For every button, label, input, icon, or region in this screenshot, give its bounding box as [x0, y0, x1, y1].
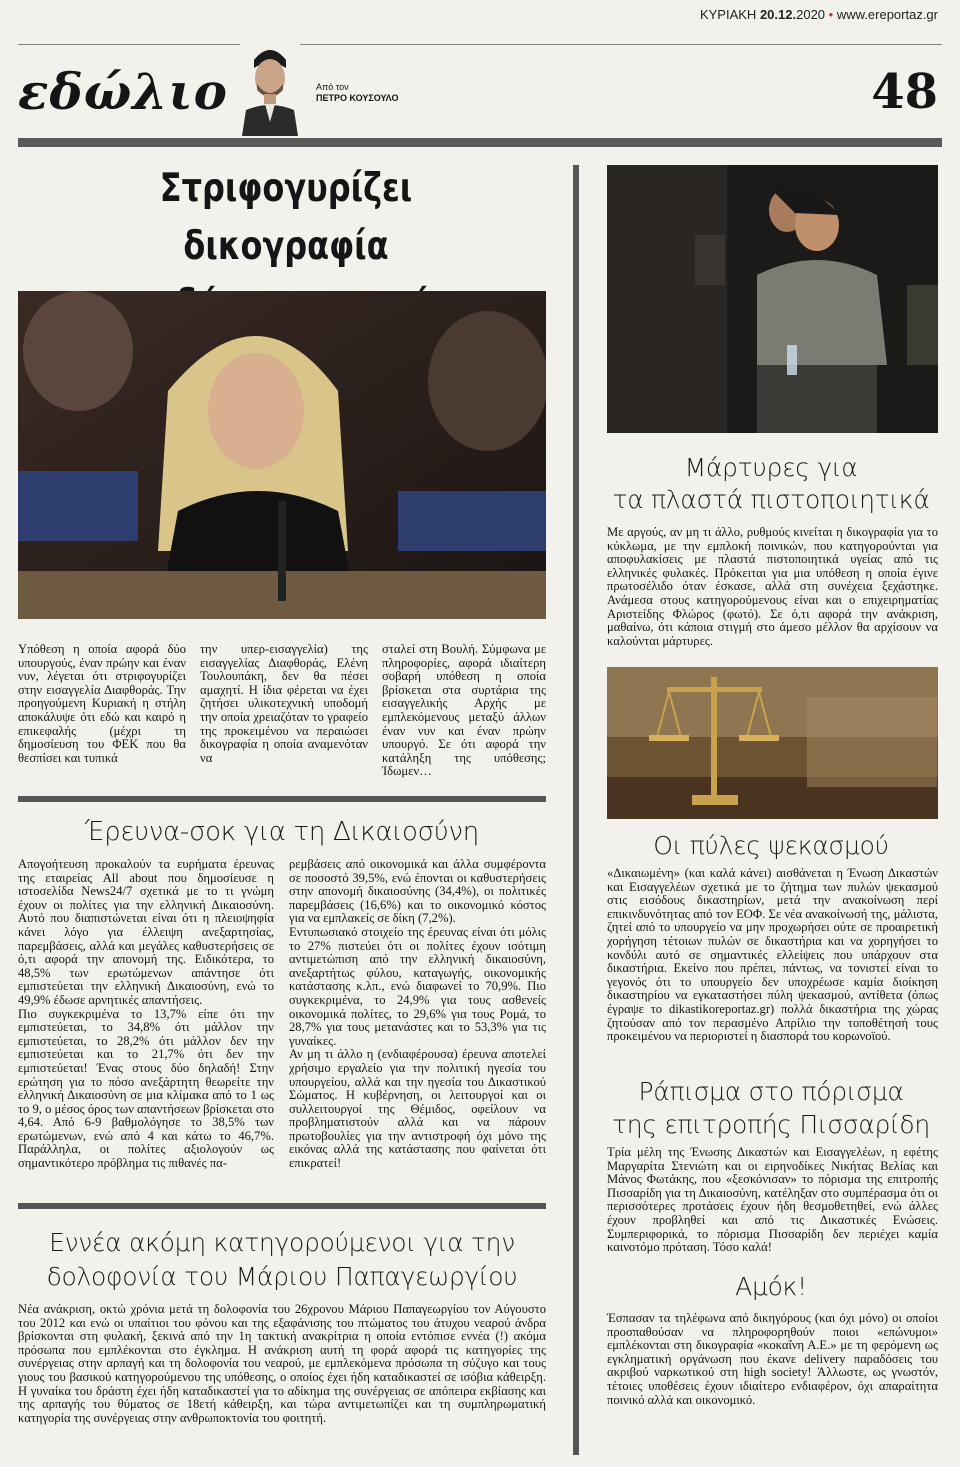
amok-headline: Αμόκ!	[735, 1272, 807, 1301]
survey-col2	[289, 858, 546, 1171]
dateline-day: ΚΥΡΙΑΚΗ	[699, 7, 757, 22]
witnesses-headline	[600, 452, 942, 516]
pissaridis-headline	[600, 1075, 942, 1141]
prosecutor-photo-icon	[18, 291, 546, 619]
top-dateline	[700, 7, 938, 22]
survey-col2-p3: Αν μη τι άλλο η (ενδιαφέρουσα) έρευνα αποτελεί χρήσιμο εργαλείο για την πολιτική ηγεσία του υπουργείου, αλλά και την ηγεσία του Δικαστικού Σώματος. Η κυβέρνηση, οι λειτουργοί και οι συλλειτουργοί της Θέμιδος, οφείλουν να προβληματιστούν αλλά και να πάρουν πρωτοβουλίες για την αντιστροφή όχι μόνο της εικόνας αλλά της κατάστασης που φαίνεται ότι επικρατεί!	[289, 1047, 546, 1171]
spraying-headline: Οι πύλες ψεκασμού	[653, 831, 889, 860]
survey-top-rule	[18, 796, 546, 802]
dateline-year: 2020	[796, 7, 826, 22]
byline-prefix: Από τον	[316, 82, 349, 92]
spraying-body: «Δικαιωμένη» (και καλά κάνει) αισθάνεται η Ένωση Δικαστών και Εισαγγελέων σχετικά με το ζήτημα των πυλών ψεκασμού στις εισόδους δικαστηρίων, μετά την ανακοίνωση περί επικινδυνότητας από τον ΕΟΦ. Σε νέα ανακοίνωσή της, μάλιστα, ζητεί από το υπουργείο να μην προχωρήσει ούτε σε προαιρετική χορήγηση τέτοιων πυλών σε δικαστήρια και να χορηγήσει το κονδύλι αυτό σε σημαντικές ελλείψεις που υπάρχουν στα δικαστήρια. Εκείνο που πρέπει, πάντως, να τονιστεί είναι το γεγονός ότι το υπουργείο δεν υποχρέωσε καμία διοίκηση δικαστηρίου να εγκαταστήσει πύλη ψεκασμού, αντίθετα (όπως έγραψε το dikastikoreportaz.gr) πολλά δικαστήρια της χώρας ζητούσαν από τον περασμένο Απρίλιο την τοποθέτησή τους προκειμένου να περιοριστεί η διασπορά του κορωνοϊού.	[607, 866, 938, 1044]
main-story-col2: την υπερ-εισαγγελία) της εισαγγελίας Διαφθοράς, Ελένη Τουλουπάκη, δεν θα πέσει αμαχητί. Η ίδια φέρεται να έχει ζητήσει υλικοτεχνική υποδομή την οποία χρειαζόταν το γραφείο της προκειμένου να περαιώσει δικογραφία η οποία αναμενόταν να	[200, 642, 368, 765]
defendant-photo-icon	[607, 165, 938, 433]
byline	[316, 82, 398, 104]
pissaridis-headline-line1: Ράπισμα στο πόρισμα	[638, 1077, 904, 1106]
papageorgiou-headline-line2: δολοφονία του Μάριου Παπαγεωργίου	[46, 1262, 518, 1291]
page-number: 48	[871, 64, 938, 120]
amok-body: Έσπασαν τα τηλέφωνα από δικηγόρους (και όχι μόνο) οι οποίοι προσπαθούσαν να πληροφορηθούν ποιοι «επώνυμοι» εμπλέκονται στη δικογραφία «κοκαΐνη Α.Ε.» με τη φερόμενη ως εγκληματική οργάνωση που έκανε delivery παραδόσεις του ακριβού ναρκωτικού στη high society! Άλλωστε, ως γνωστόν, τέτοιες υποθέσεις έχουν ιδιαίτερο ενδιαφέρον, όχι απαραίτητα ποινικό αλλά και οικονομικό.	[607, 1311, 938, 1407]
main-story-col3: σταλεί στη Βουλή. Σύμφωνα με πληροφορίες, αφορά ιδιαίτερη σοβαρή υπόθεση η οποία βρίσκεται στα συρτάρια της εισαγγελικής Αρχής με εμπλεκόμενους μεταξύ άλλων έναν νυν και έναν πρώην υπουργό. Σε ότι αφορά την κατάληξη της υπόθεσης; Ίδωμεν…	[382, 642, 546, 779]
column-divider	[573, 165, 579, 1455]
papageorgiou-top-rule	[18, 1203, 546, 1209]
columnist-portrait-icon	[240, 38, 300, 136]
pissaridis-headline-line2: της επιτροπής Πισσαρίδη	[612, 1110, 930, 1139]
pissaridis-body: Τρία μέλη της Ένωσης Δικαστών και Εισαγγελέων, η εφέτης Μαργαρίτα Στενιώτη και οι ειρηνοδίκες Νικήτας Βελίας και Μάνος Φωτάκης, που «ξεσκόνισαν» το πόρισμα της επιτροπής Πισσαρίδη για τη Δικαιοσύνη, κατέληξαν στο συμπέρασμα ότι οι περισσότερες προτάσεις έχουν ήδη θεσμοθετηθεί, ενώ άλλες έχουν προβληθεί και από τις Δικαστικές Ενώσεις. Συμπεριφορικά, το πόρισμα Πισσαρίδη δεν περιέχει καμία καινοτόμο πρόταση. Τόσο καλά!	[607, 1145, 938, 1255]
witnesses-headline-line1: Μάρτυρες για	[684, 453, 858, 482]
witness-photo	[607, 165, 938, 433]
section-title: εδώλιο	[18, 62, 228, 121]
survey-headline: Έρευνα-σοκ για τη Δικαιοσύνη	[85, 817, 479, 847]
survey-col1-p1: Απογοήτευση προκαλούν τα ευρήματα έρευνας της εταιρείας All about που δημοσίευσε η ιστοσελίδα News24/7 σχετικά με το τι γνώμη έχουν οι πολίτες για την ελληνική Δικαιοσύνη. Αυτό που διαπιστώνεται είναι ότι η πλειοψηφία κάνει λόγο για έλλειψη ανεξαρτησίας, παρεμβάσεις, αλλά και μεγάλες καθυστερήσεις σε ό,τι αφορά την απονομή της. Ειδικότερα, το 48,5% των ερωτώμενων απάντησε ότι εμπιστεύεται την ελληνική Δικαιοσύνη, ενώ το 49,9% έδωσε αρνητικές απαντήσεις.	[18, 857, 274, 1007]
papageorgiou-headline-line1: Εννέα ακόμη κατηγορούμενοι για την	[49, 1228, 515, 1257]
papageorgiou-headline	[18, 1226, 546, 1294]
main-story-col1: Υπόθεση η οποία αφορά δύο υπουργούς, έναν πρώην και έναν νυν, λέγεται ότι στριφογυρίζει στην εισαγγελία Διαφθοράς. Την προηγούμενη Κυριακή η στήλη αποκάλυψε ότι εδώ και καιρό η επικεφαλής (μέχρι τη δημοσίευση του ΦΕΚ που θα θεσπίσει και τυπικά	[18, 642, 186, 765]
columnist-photo	[240, 38, 300, 136]
site-url: www.ereportaz.gr	[836, 7, 938, 22]
witnesses-headline-line2: τα πλαστά πιστοποιητικά	[612, 485, 930, 514]
survey-col2-p2: Εντυπωσιακό στοιχείο της έρευνας είναι ότι μόλις το 27% πιστεύει ότι οι πολίτες έχουν ισότιμη αντιμετώπιση από την ελληνική δικαιοσύνη, ανεξαρτήτως φύλου, καταγωγής, οικονομικής κατάστασης κ.λπ., ενώ διαφωνεί το 70,9%. Πιο συγκεκριμένα, το 24,9% για τους ασθενείς οικονομικά πολίτες, το 29,6% για τους Ρομά, το 28,7% για τους μετανάστες και το 53,3% για τις γυναίκες.	[289, 924, 546, 1048]
survey-col2-p1: ρεμβάσεις από οικονομικά και άλλα συμφέροντα σε ποσοστό 39,5%, ενώ έπονται οι καθυστερήσεις στην απονομή δικαιοσύνης (34,4%), οι πολιτικές παρεμβάσεις (16,6%) και το οικονομικό κόστος για να εμπλακείς σε δίκη (7,2%).	[289, 857, 546, 926]
dateline-date: 20.12.	[759, 7, 797, 22]
papageorgiou-body: Νέα ανάκριση, οκτώ χρόνια μετά τη δολοφονία του 26χρονου Μάριου Παπαγεωργίου τον Αύγουστο του 2012 και ενώ οι υπαίτιοι του φόνου και της εξαφάνισης του πτώματος του άτυχου νεαρού άνδρα βρίσκονται στη φυλακή, ξεκινά από την 1η τακτική ανακρίτρια η οποία εντόπισε εννέα (!) ακόμα πρόσωπα που εμπλέκονται στο έγκλημα. Η ανάκριση αυτή τη φορά αφορά τις κατηγορίες της συνέργειας στην αρπαγή και τη δολοφονία του νεαρού, με εμπλεκόμενα πρόσωπα τη σύζυγο και τους γιους του βασικού κατηγορούμενου της υπόθεσης, ο οποίος έχει ήδη καταδικαστεί σε ισόβια κάθειρξη. Η γυναίκα του δράστη έχει ήδη καταδικαστεί για το αδίκημα της συνέργειας σε απόπειρα εκβίασης και της αρπαγής του θύματος σε 18ετή κάθειρξη, και τώρα αντιμετωπίζει και τη συμπληρωματική κατηγορία της συνέργειας στην ανθρωποκτονία του φοιτητή.	[18, 1302, 546, 1425]
survey-col1	[18, 858, 274, 1171]
byline-name: ΠΕΤΡΟ ΚΟΥΣΟΥΛΟ	[316, 93, 399, 103]
masthead-rule	[18, 138, 942, 147]
main-headline-line1: Στριφογυρίζει δικογραφία	[159, 166, 413, 269]
witnesses-body: Με αργούς, αν μη τι άλλο, ρυθμούς κινείται η δικογραφία για το κύκλωμα, με την εμπλοκή ποινικών, που κατηγορούνται για αποφυλακίσεις με πλαστά πιστοποιητικά υγείας από τις ελληνικές φυλακές. Πρόκειται για μια υπόθεση η οποία έγινε πρωτοσέλιδο όταν έσκασε, αλλά στη συνέχεια ξεχάστηκε. Ανάμεσα στους κατηγορούμενους είναι και ο επιχειρηματίας Αριστείδης Φλώρος (φωτό). Σε ό,τι αφορά την ανάκριση, μαθαίνω, ότι κάποια στιγμή στο άμεσο μέλλον θα αρχίσουν να καλούνται μάρτυρες.	[607, 525, 938, 648]
justice-scale-photo	[607, 667, 938, 819]
dateline-bullet: •	[828, 7, 834, 22]
top-thin-rule	[18, 44, 942, 45]
scales-of-justice-icon	[607, 667, 938, 819]
main-photo	[18, 291, 546, 619]
survey-col1-p2: Πιο συγκεκριμένα το 13,7% είπε ότι την εμπιστεύεται, το 34,8% ότι μάλλον την εμπιστεύεται, το 28,2% ότι μάλλον δεν την εμπιστεύεται και το 21,7% ότι δεν την εμπιστεύεται! Ένας στους δύο δηλαδή! Στην ερώτηση για το πόσο ανεξάρτητη θεωρείτε την ελληνική Δικαιοσύνη σε μια κλίμακα από το 1 ως το 9, ο μέσος όρος των απαντήσεων βρίσκεται στο 4,64. Από 6-9 βαθμολόγησε το 38,5% των ερωτώμενων, ενώ από 4 και κάτω το 46,7%. Παράλληλα, οι πολίτες αξιολογούν ως σημαντικότερο πρόβλημα τις πιθανές πα-	[18, 1006, 274, 1171]
